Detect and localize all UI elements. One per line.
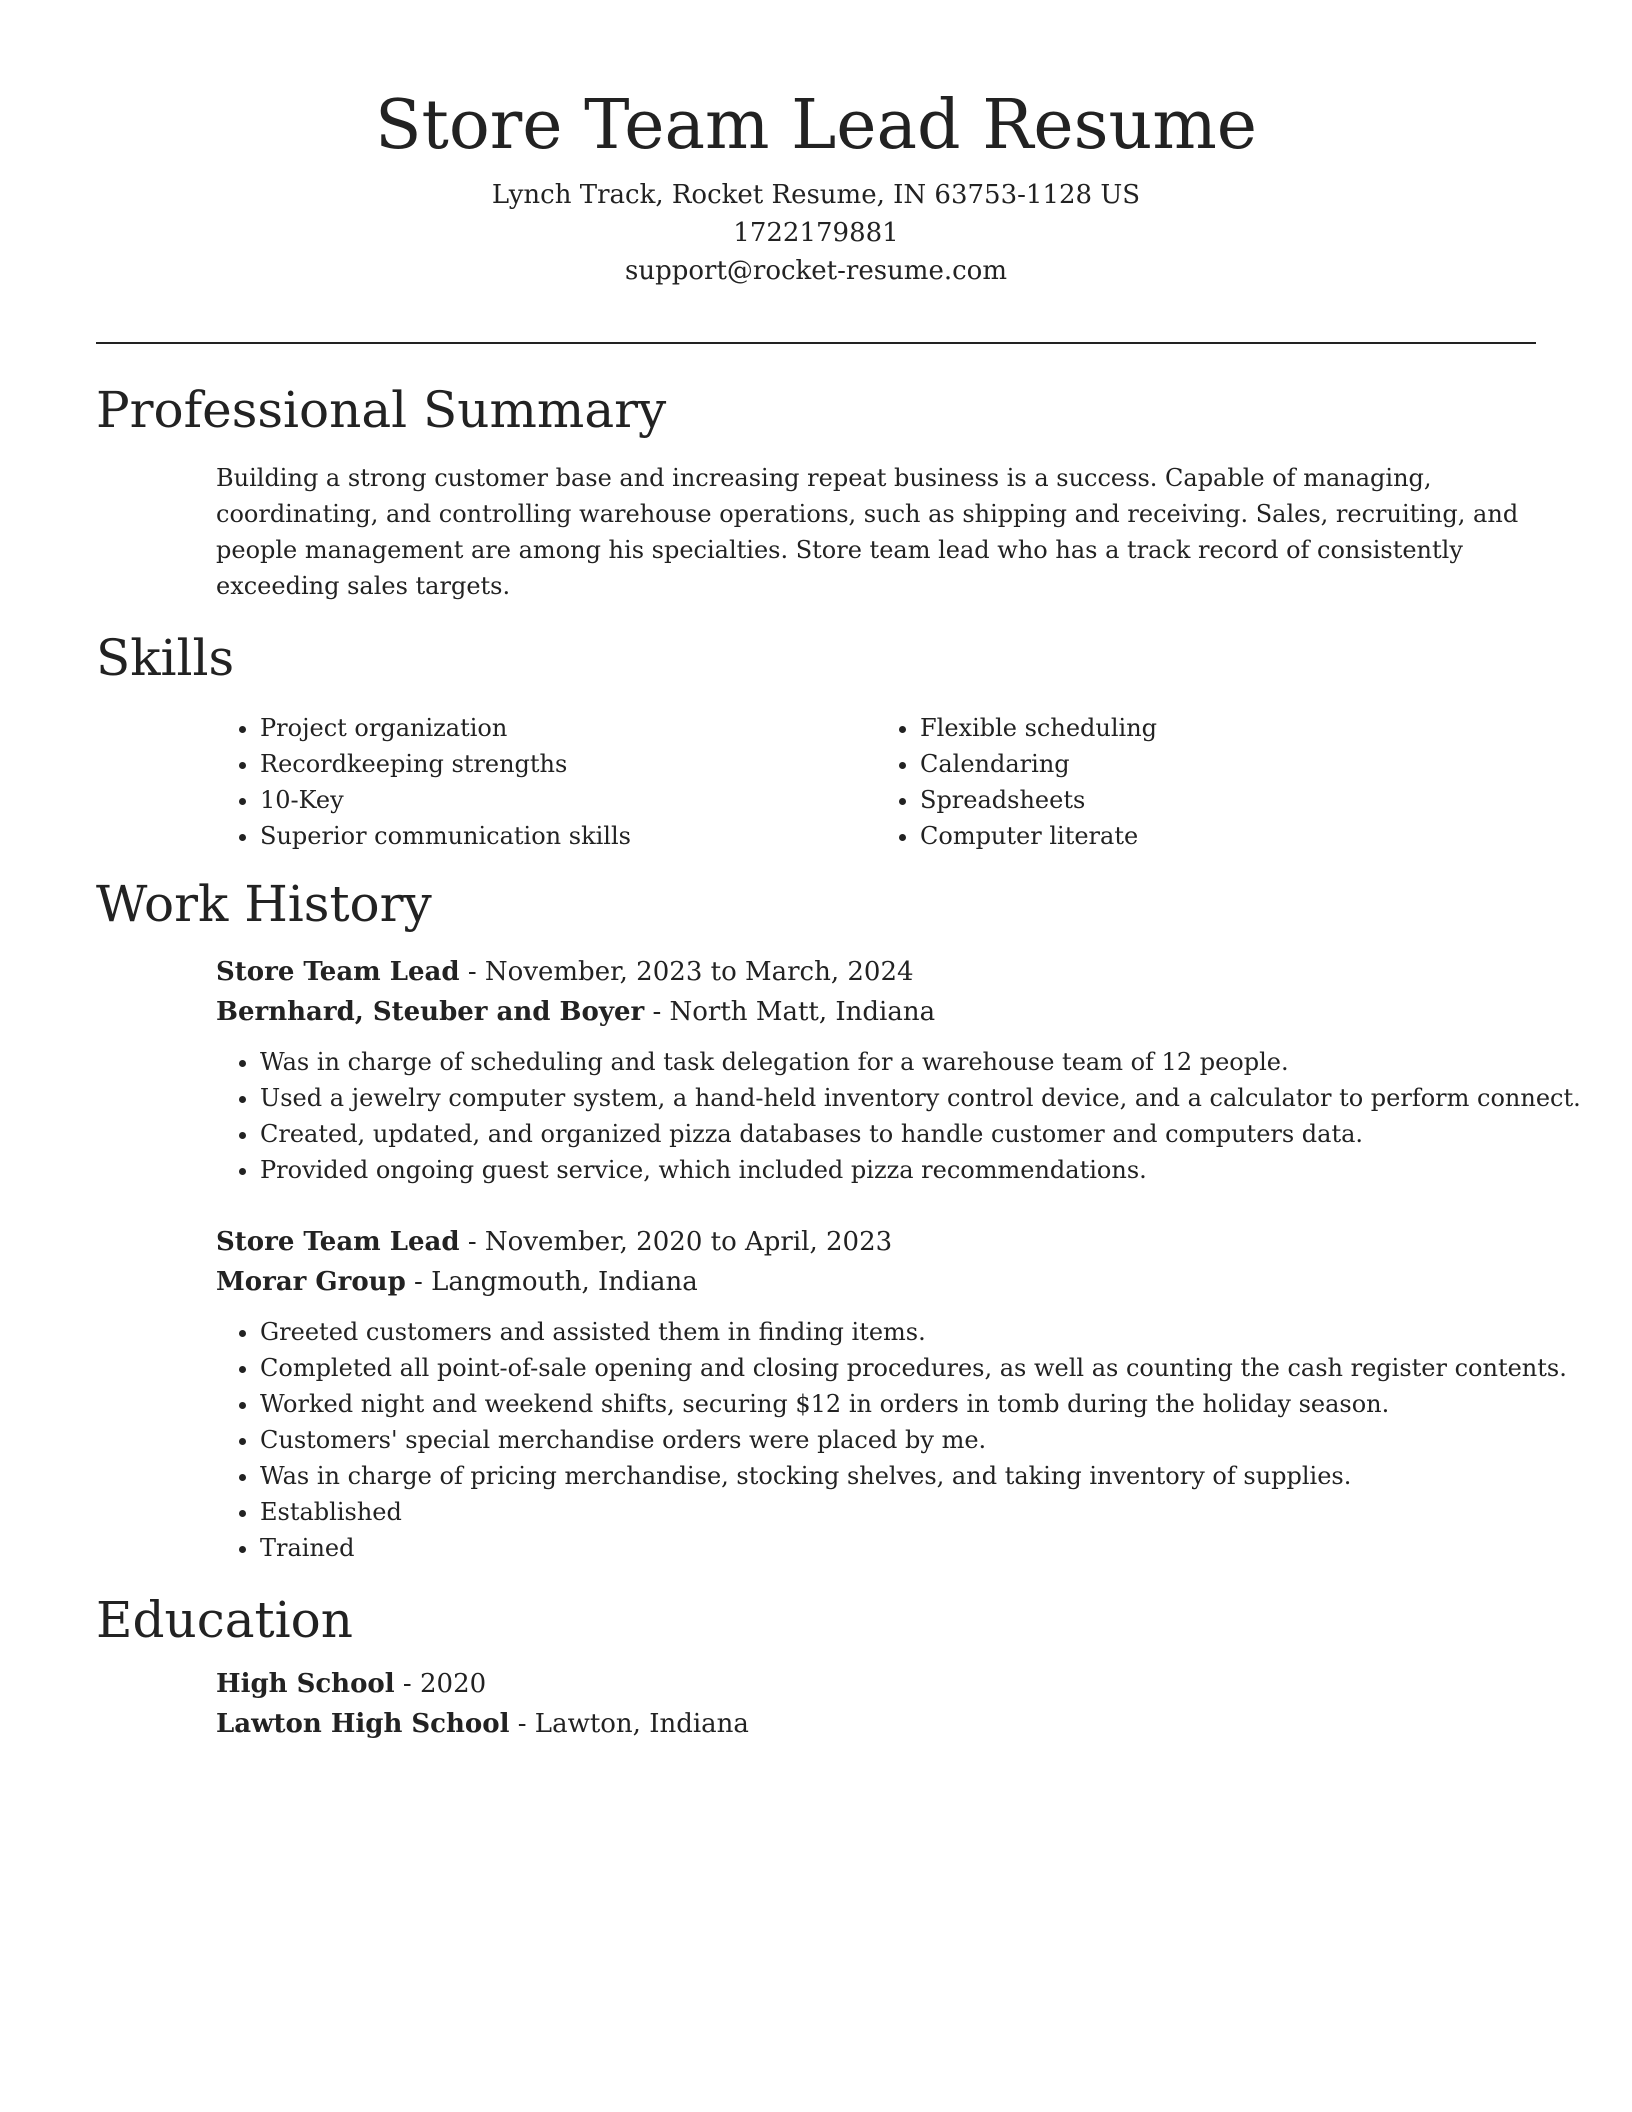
skill-item: • Superior communication skills — [260, 818, 876, 854]
skill-item: • Calendaring — [920, 746, 1536, 782]
summary-text: Building a strong customer base and increasing repeat business is a success. Capable of managing, coordinating, and controlling warehouse operations, such as shipping and receiving. Sales, recruiting, and people management are among his specialties. Store team lead who has a track record of consistently exceeding sales targets. — [216, 464, 1519, 600]
job-bullet: • Established — [260, 1494, 1546, 1530]
job-title-line — [216, 952, 1546, 992]
job-entry — [216, 1222, 1567, 1566]
contact-address: Lynch Track, Rocket Resume, IN 63753-1128 US — [491, 180, 1141, 210]
job-location: North Matt, Indiana — [669, 997, 936, 1027]
education-year: 2020 — [419, 1669, 487, 1699]
skill-item: • Project organization — [260, 710, 876, 746]
education-entry — [216, 1664, 1546, 1744]
skills-heading: Skills — [96, 629, 235, 687]
job-dates: November, 2020 to April, 2023 — [484, 1227, 893, 1257]
skill-item: • Flexible scheduling — [920, 710, 1536, 746]
education-degree: High School — [216, 1669, 395, 1699]
separator: - — [644, 997, 670, 1027]
separator: - — [459, 957, 485, 987]
job-bullet: • Was in charge of pricing merchandise, stocking shelves, and taking inventory of supplies. — [260, 1458, 1546, 1494]
job-bullets — [216, 1044, 1581, 1188]
job-title-line — [216, 1222, 1546, 1262]
separator: - — [459, 1227, 485, 1257]
job-bullet: • Greeted customers and assisted them in finding items. — [260, 1314, 1546, 1350]
skill-item: • Recordkeeping strengths — [260, 746, 876, 782]
separator: - — [509, 1709, 535, 1739]
job-company-line — [216, 1262, 1546, 1302]
separator: - — [394, 1669, 420, 1699]
contact-phone: 1722179881 — [733, 218, 899, 248]
job-entry — [216, 952, 1581, 1188]
contact-block — [96, 176, 1536, 290]
separator: - — [405, 1267, 432, 1297]
job-bullets — [216, 1314, 1567, 1566]
work-history-heading: Work History — [96, 875, 432, 933]
contact-email: support@rocket-resume.com — [624, 256, 1007, 286]
page-title: Store Team Lead Resume — [374, 86, 1258, 165]
job-company-line — [216, 992, 1546, 1032]
job-bullet: • Completed all point-of-sale opening and closing procedures, as well as counting the cash register contents. — [260, 1350, 1546, 1386]
skill-item: • 10-Key — [260, 782, 876, 818]
education-school: Lawton High School — [216, 1709, 510, 1739]
education-school-line — [216, 1704, 1546, 1744]
job-company: Bernhard, Steuber and Boyer — [216, 997, 645, 1027]
education-heading: Education — [96, 1591, 353, 1649]
job-title: Store Team Lead — [216, 1227, 460, 1257]
skills-column-right — [876, 710, 1536, 854]
job-bullet: • Was in charge of scheduling and task delegation for a warehouse team of 12 people. — [260, 1044, 1546, 1080]
job-bullet: • Trained — [260, 1530, 1546, 1566]
job-location: Langmouth, Indiana — [431, 1267, 698, 1297]
education-location: Lawton, Indiana — [534, 1709, 749, 1739]
job-bullet: • Created, updated, and organized pizza databases to handle customer and computers data. — [260, 1116, 1546, 1152]
job-company: Morar Group — [216, 1267, 406, 1297]
job-bullet: • Provided ongoing guest service, which included pizza recommendations. — [260, 1152, 1546, 1188]
job-bullet: • Used a jewelry computer system, a hand-held inventory control device, and a calculator to perform connect. — [260, 1080, 1546, 1116]
skills-column-left — [216, 710, 876, 854]
job-bullet: • Customers' special merchandise orders were placed by me. — [260, 1422, 1546, 1458]
summary-heading: Professional Summary — [96, 381, 667, 439]
skills-list — [216, 710, 1536, 854]
skill-item: • Computer literate — [920, 818, 1536, 854]
skill-item: • Spreadsheets — [920, 782, 1536, 818]
job-title: Store Team Lead — [216, 957, 460, 987]
education-degree-line — [216, 1664, 1546, 1704]
header-divider — [96, 342, 1536, 344]
job-bullet: • Worked night and weekend shifts, securing $12 in orders in tomb during the holiday season. — [260, 1386, 1546, 1422]
resume-header — [96, 80, 1536, 290]
job-dates: November, 2023 to March, 2024 — [484, 957, 914, 987]
